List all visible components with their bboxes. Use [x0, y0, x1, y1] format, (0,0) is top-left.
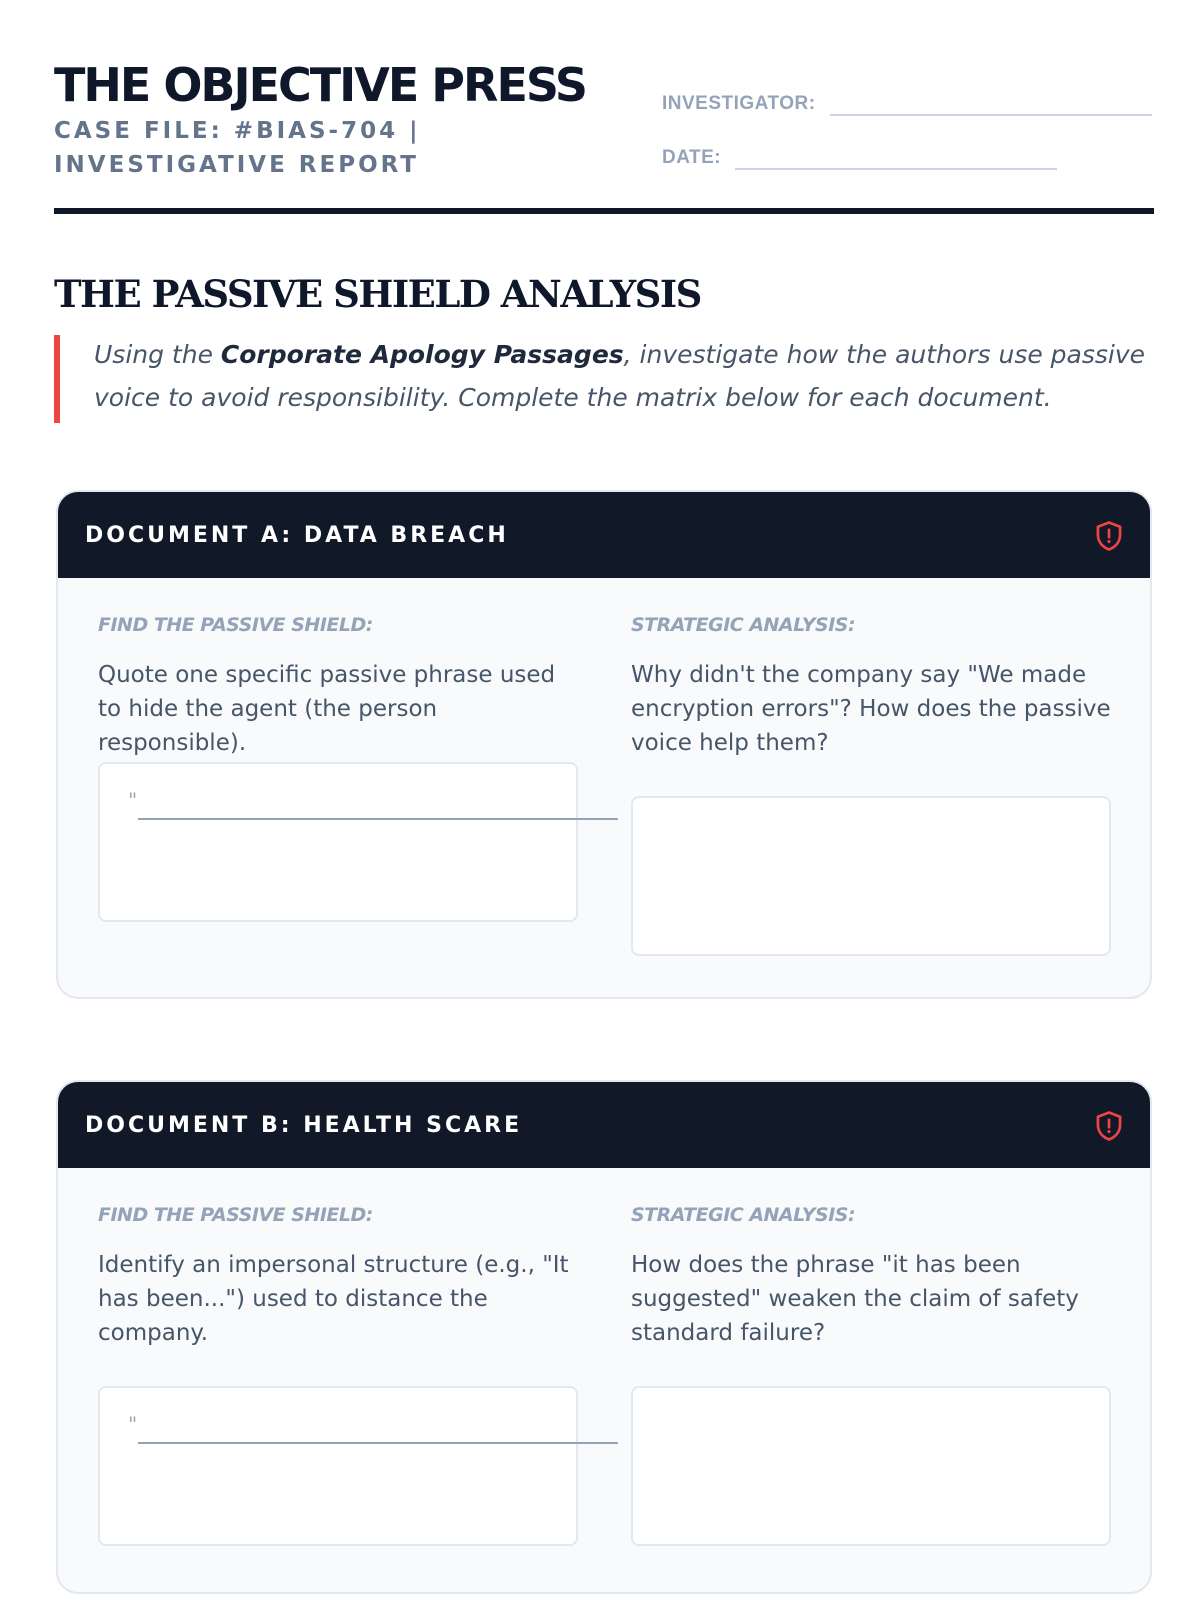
- quote-answer-box[interactable]: [98, 1386, 578, 1546]
- right-column: [631, 1204, 1111, 1350]
- document-card-a: [56, 490, 1152, 999]
- worksheet-page: [54, 0, 1154, 1436]
- date-field[interactable]: [735, 146, 1057, 170]
- card-header: [58, 492, 1150, 578]
- date-label: DATE:: [662, 147, 722, 168]
- instructions-text: [94, 333, 1156, 419]
- quote-writing-line: [138, 1442, 618, 1444]
- instructions-pre: Using the: [94, 340, 221, 369]
- quote-mark: ": [128, 788, 138, 812]
- quote-mark: ": [128, 1412, 138, 1436]
- section-title: THE PASSIVE SHIELD ANALYSIS: [54, 272, 701, 316]
- right-prompt: How does the phrase "it has been suggested" weaken the claim of safety standard failure?: [631, 1252, 1079, 1346]
- publication-title: THE OBJECTIVE PRESS: [54, 58, 587, 112]
- shield-alert-icon: [1094, 1110, 1124, 1142]
- case-file-subtitle: CASE FILE: #BIAS-704 | INVESTIGATIVE REPORT: [54, 118, 421, 178]
- quote-writing-line: [138, 818, 618, 820]
- right-prompt: Why didn't the company say "We made encryption errors"? How does the passive voice help them?: [631, 662, 1111, 756]
- right-label: STRATEGIC ANALYSIS:: [631, 614, 856, 636]
- left-label: FIND THE PASSIVE SHIELD:: [98, 614, 373, 636]
- left-label: FIND THE PASSIVE SHIELD:: [98, 1204, 373, 1226]
- instructions-callout: [54, 335, 1160, 423]
- quote-answer-box[interactable]: [98, 762, 578, 922]
- left-column: [98, 1204, 578, 1350]
- right-column: [631, 614, 1111, 760]
- date-row: [662, 146, 1057, 170]
- analysis-answer-box[interactable]: [631, 796, 1111, 956]
- left-prompt: Identify an impersonal structure (e.g., "It has been...") used to distance the company.: [98, 1252, 569, 1346]
- shield-alert-icon: [1094, 520, 1124, 552]
- card-header: [58, 1082, 1150, 1168]
- investigator-row: [662, 92, 1152, 116]
- left-column: [98, 614, 578, 760]
- instructions-bold: Corporate Apology Passages: [220, 340, 624, 369]
- card-title: DOCUMENT B: HEALTH SCARE: [85, 1113, 523, 1138]
- left-prompt: Quote one specific passive phrase used to hide the agent (the person responsible).: [98, 662, 556, 756]
- analysis-answer-box[interactable]: [631, 1386, 1111, 1546]
- document-card-b: [56, 1080, 1152, 1594]
- header: [54, 0, 1154, 215]
- investigator-field[interactable]: [830, 92, 1152, 116]
- instructions-post: , investigate how the authors use passive voice to avoid responsibility. Complete the matrix below for each document.: [94, 340, 1146, 412]
- card-title: DOCUMENT A: DATA BREACH: [85, 523, 509, 548]
- header-divider: [54, 208, 1154, 214]
- right-label: STRATEGIC ANALYSIS:: [631, 1204, 856, 1226]
- investigator-label: INVESTIGATOR:: [662, 93, 816, 114]
